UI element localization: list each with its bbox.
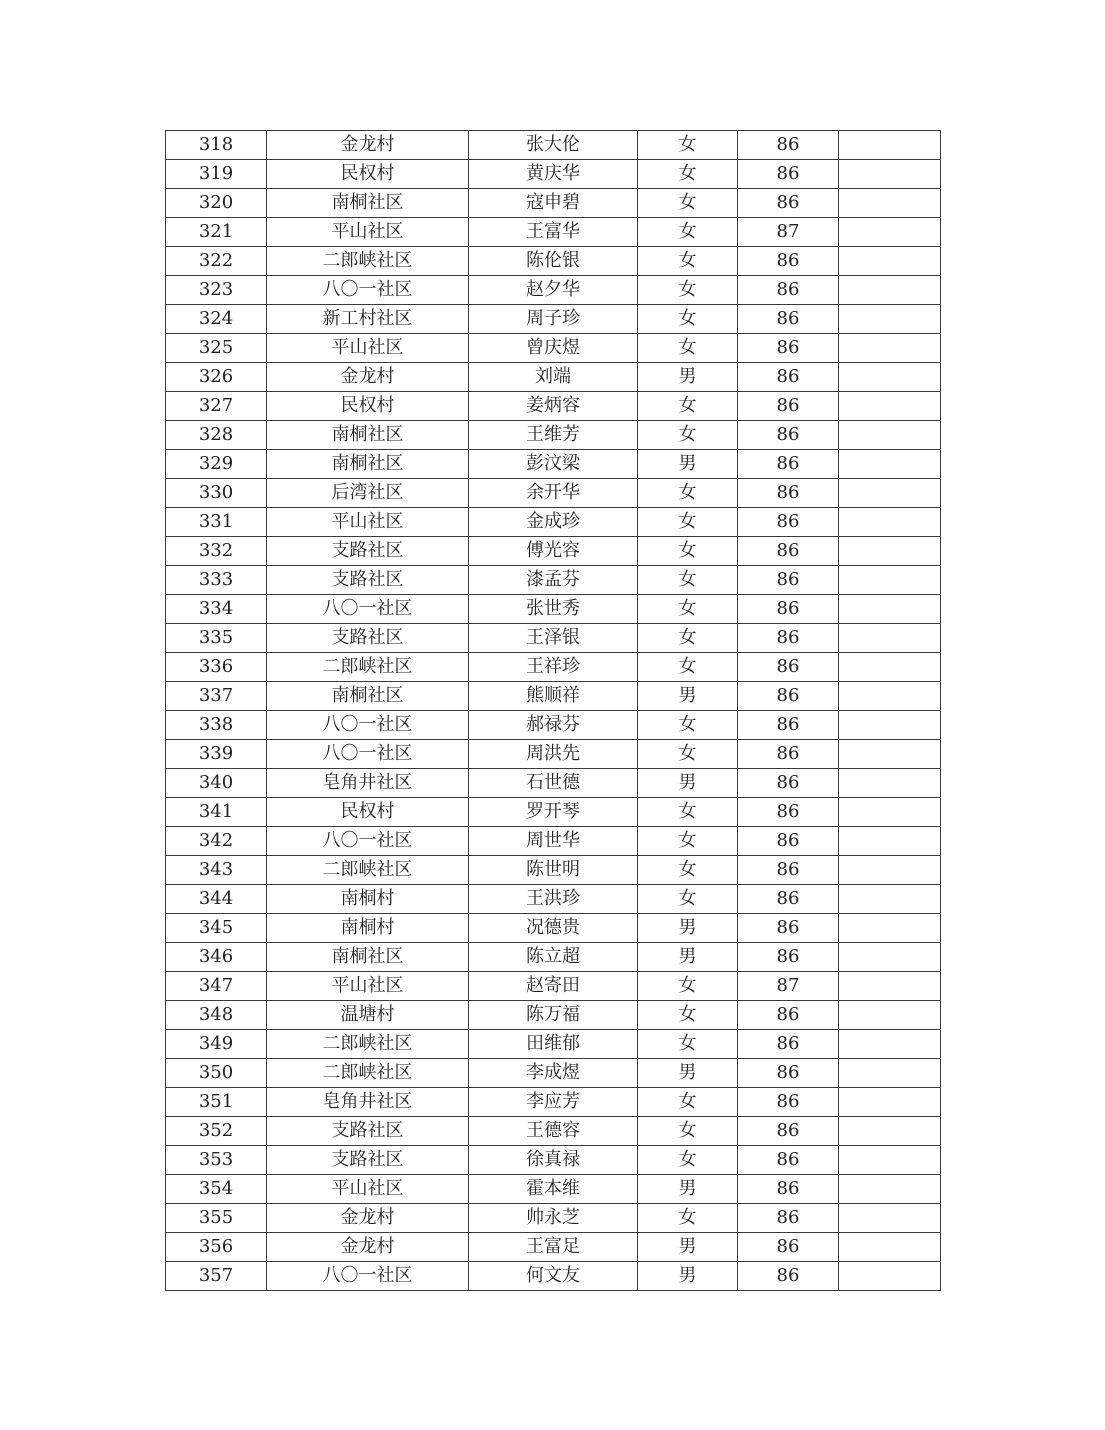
note-cell (839, 1001, 941, 1030)
gender-cell: 女 (638, 566, 738, 595)
row-number-cell: 324 (166, 305, 267, 334)
note-cell (839, 827, 941, 856)
gender-cell: 男 (638, 1233, 738, 1262)
note-cell (839, 711, 941, 740)
name-cell: 王洪珍 (469, 885, 638, 914)
table-row (166, 1030, 941, 1059)
table-row (166, 160, 941, 189)
gender-cell: 男 (638, 914, 738, 943)
gender-cell: 女 (638, 334, 738, 363)
age-cell: 86 (738, 1233, 839, 1262)
community-cell: 皂角井社区 (267, 769, 469, 798)
name-cell: 周世华 (469, 827, 638, 856)
row-number-cell: 330 (166, 479, 267, 508)
age-cell: 86 (738, 1001, 839, 1030)
row-number-cell: 333 (166, 566, 267, 595)
age-cell: 86 (738, 1146, 839, 1175)
community-cell: 平山社区 (267, 334, 469, 363)
gender-cell: 男 (638, 363, 738, 392)
age-cell: 86 (738, 769, 839, 798)
row-number-cell: 332 (166, 537, 267, 566)
age-cell: 86 (738, 247, 839, 276)
community-cell: 八〇一社区 (267, 711, 469, 740)
age-cell: 86 (738, 305, 839, 334)
table-row (166, 827, 941, 856)
age-cell: 86 (738, 189, 839, 218)
table-row (166, 276, 941, 305)
community-cell: 民权村 (267, 160, 469, 189)
row-number-cell: 341 (166, 798, 267, 827)
note-cell (839, 392, 941, 421)
gender-cell: 女 (638, 711, 738, 740)
row-number-cell: 331 (166, 508, 267, 537)
table-row (166, 1175, 941, 1204)
gender-cell: 男 (638, 450, 738, 479)
age-cell: 86 (738, 479, 839, 508)
community-cell: 支路社区 (267, 624, 469, 653)
gender-cell: 女 (638, 421, 738, 450)
gender-cell: 女 (638, 624, 738, 653)
row-number-cell: 352 (166, 1117, 267, 1146)
community-cell: 后湾社区 (267, 479, 469, 508)
table-row (166, 972, 941, 1001)
table-row (166, 131, 941, 160)
community-cell: 南桐社区 (267, 450, 469, 479)
note-cell (839, 798, 941, 827)
gender-cell: 女 (638, 1001, 738, 1030)
community-cell: 金龙村 (267, 131, 469, 160)
gender-cell: 女 (638, 305, 738, 334)
table-row (166, 914, 941, 943)
age-cell: 86 (738, 421, 839, 450)
table-row (166, 1117, 941, 1146)
name-cell: 陈世明 (469, 856, 638, 885)
community-cell: 南桐村 (267, 914, 469, 943)
name-cell: 张世秀 (469, 595, 638, 624)
table-row (166, 189, 941, 218)
community-cell: 南桐社区 (267, 682, 469, 711)
note-cell (839, 1262, 941, 1291)
name-cell: 王富足 (469, 1233, 638, 1262)
row-number-cell: 345 (166, 914, 267, 943)
name-cell: 赵夕华 (469, 276, 638, 305)
gender-cell: 男 (638, 769, 738, 798)
name-cell: 周洪先 (469, 740, 638, 769)
gender-cell: 男 (638, 1175, 738, 1204)
row-number-cell: 350 (166, 1059, 267, 1088)
gender-cell: 女 (638, 131, 738, 160)
community-cell: 八〇一社区 (267, 740, 469, 769)
note-cell (839, 1117, 941, 1146)
note-cell (839, 1204, 941, 1233)
gender-cell: 男 (638, 943, 738, 972)
age-cell: 86 (738, 1204, 839, 1233)
row-number-cell: 356 (166, 1233, 267, 1262)
note-cell (839, 1030, 941, 1059)
community-cell: 民权村 (267, 392, 469, 421)
row-number-cell: 344 (166, 885, 267, 914)
name-cell: 余开华 (469, 479, 638, 508)
gender-cell: 女 (638, 885, 738, 914)
community-cell: 支路社区 (267, 1117, 469, 1146)
gender-cell: 女 (638, 653, 738, 682)
name-cell: 赵寄田 (469, 972, 638, 1001)
age-cell: 86 (738, 537, 839, 566)
community-cell: 二郎峡社区 (267, 1059, 469, 1088)
gender-cell: 女 (638, 508, 738, 537)
name-cell: 王德容 (469, 1117, 638, 1146)
age-cell: 86 (738, 943, 839, 972)
name-cell: 彭汶梁 (469, 450, 638, 479)
row-number-cell: 349 (166, 1030, 267, 1059)
row-number-cell: 357 (166, 1262, 267, 1291)
gender-cell: 男 (638, 682, 738, 711)
note-cell (839, 856, 941, 885)
age-cell: 87 (738, 218, 839, 247)
gender-cell: 女 (638, 479, 738, 508)
row-number-cell: 320 (166, 189, 267, 218)
name-cell: 帅永芝 (469, 1204, 638, 1233)
gender-cell: 女 (638, 189, 738, 218)
name-cell: 周子珍 (469, 305, 638, 334)
table-row (166, 1146, 941, 1175)
table-row (166, 711, 941, 740)
name-cell: 陈万福 (469, 1001, 638, 1030)
table-row (166, 1233, 941, 1262)
row-number-cell: 335 (166, 624, 267, 653)
age-cell: 86 (738, 653, 839, 682)
note-cell (839, 885, 941, 914)
note-cell (839, 363, 941, 392)
gender-cell: 女 (638, 247, 738, 276)
note-cell (839, 131, 941, 160)
note-cell (839, 943, 941, 972)
community-cell: 南桐社区 (267, 421, 469, 450)
roster-table-body (166, 131, 941, 1291)
community-cell: 八〇一社区 (267, 276, 469, 305)
row-number-cell: 346 (166, 943, 267, 972)
table-row (166, 1059, 941, 1088)
name-cell: 王祥珍 (469, 653, 638, 682)
age-cell: 86 (738, 914, 839, 943)
row-number-cell: 351 (166, 1088, 267, 1117)
table-row (166, 421, 941, 450)
row-number-cell: 347 (166, 972, 267, 1001)
note-cell (839, 537, 941, 566)
name-cell: 田维郁 (469, 1030, 638, 1059)
age-cell: 86 (738, 363, 839, 392)
note-cell (839, 247, 941, 276)
note-cell (839, 334, 941, 363)
row-number-cell: 338 (166, 711, 267, 740)
row-number-cell: 354 (166, 1175, 267, 1204)
community-cell: 八〇一社区 (267, 1262, 469, 1291)
age-cell: 86 (738, 392, 839, 421)
row-number-cell: 340 (166, 769, 267, 798)
age-cell: 86 (738, 566, 839, 595)
table-row (166, 769, 941, 798)
row-number-cell: 334 (166, 595, 267, 624)
name-cell: 熊顺祥 (469, 682, 638, 711)
gender-cell: 男 (638, 1262, 738, 1291)
note-cell (839, 914, 941, 943)
name-cell: 漆孟芬 (469, 566, 638, 595)
name-cell: 霍本维 (469, 1175, 638, 1204)
age-cell: 86 (738, 682, 839, 711)
note-cell (839, 624, 941, 653)
gender-cell: 女 (638, 276, 738, 305)
age-cell: 86 (738, 1030, 839, 1059)
note-cell (839, 305, 941, 334)
note-cell (839, 421, 941, 450)
age-cell: 86 (738, 711, 839, 740)
table-row (166, 450, 941, 479)
gender-cell: 女 (638, 218, 738, 247)
age-cell: 86 (738, 1175, 839, 1204)
note-cell (839, 450, 941, 479)
community-cell: 金龙村 (267, 363, 469, 392)
table-row (166, 363, 941, 392)
note-cell (839, 1233, 941, 1262)
note-cell (839, 972, 941, 1001)
community-cell: 平山社区 (267, 218, 469, 247)
table-row (166, 508, 941, 537)
gender-cell: 女 (638, 1146, 738, 1175)
community-cell: 二郎峡社区 (267, 653, 469, 682)
age-cell: 86 (738, 131, 839, 160)
note-cell (839, 1146, 941, 1175)
name-cell: 罗开琴 (469, 798, 638, 827)
community-cell: 南桐村 (267, 885, 469, 914)
gender-cell: 女 (638, 595, 738, 624)
row-number-cell: 329 (166, 450, 267, 479)
age-cell: 86 (738, 1262, 839, 1291)
community-cell: 金龙村 (267, 1233, 469, 1262)
row-number-cell: 318 (166, 131, 267, 160)
table-row (166, 392, 941, 421)
community-cell: 温塘村 (267, 1001, 469, 1030)
note-cell (839, 218, 941, 247)
gender-cell: 男 (638, 1059, 738, 1088)
community-cell: 金龙村 (267, 1204, 469, 1233)
row-number-cell: 323 (166, 276, 267, 305)
table-row (166, 885, 941, 914)
name-cell: 曾庆煜 (469, 334, 638, 363)
age-cell: 86 (738, 508, 839, 537)
note-cell (839, 276, 941, 305)
name-cell: 王泽银 (469, 624, 638, 653)
table-row (166, 1262, 941, 1291)
table-row (166, 653, 941, 682)
note-cell (839, 160, 941, 189)
note-cell (839, 595, 941, 624)
row-number-cell: 336 (166, 653, 267, 682)
row-number-cell: 343 (166, 856, 267, 885)
age-cell: 86 (738, 827, 839, 856)
row-number-cell: 353 (166, 1146, 267, 1175)
community-cell: 南桐社区 (267, 189, 469, 218)
row-number-cell: 355 (166, 1204, 267, 1233)
name-cell: 李成煜 (469, 1059, 638, 1088)
name-cell: 张大伦 (469, 131, 638, 160)
note-cell (839, 479, 941, 508)
table-row (166, 334, 941, 363)
table-row (166, 595, 941, 624)
age-cell: 86 (738, 450, 839, 479)
name-cell: 刘端 (469, 363, 638, 392)
community-cell: 平山社区 (267, 972, 469, 1001)
name-cell: 黄庆华 (469, 160, 638, 189)
community-cell: 二郎峡社区 (267, 1030, 469, 1059)
table-row (166, 305, 941, 334)
table-row (166, 682, 941, 711)
table-row (166, 798, 941, 827)
age-cell: 86 (738, 1059, 839, 1088)
gender-cell: 女 (638, 827, 738, 856)
gender-cell: 女 (638, 1117, 738, 1146)
community-cell: 皂角井社区 (267, 1088, 469, 1117)
community-cell: 支路社区 (267, 537, 469, 566)
name-cell: 陈立超 (469, 943, 638, 972)
table-row (166, 218, 941, 247)
note-cell (839, 1059, 941, 1088)
note-cell (839, 740, 941, 769)
age-cell: 86 (738, 595, 839, 624)
gender-cell: 女 (638, 740, 738, 769)
gender-cell: 女 (638, 1030, 738, 1059)
name-cell: 李应芳 (469, 1088, 638, 1117)
gender-cell: 女 (638, 1204, 738, 1233)
row-number-cell: 337 (166, 682, 267, 711)
gender-cell: 女 (638, 1088, 738, 1117)
age-cell: 86 (738, 334, 839, 363)
row-number-cell: 328 (166, 421, 267, 450)
roster-table (165, 130, 941, 1291)
age-cell: 86 (738, 276, 839, 305)
note-cell (839, 566, 941, 595)
community-cell: 二郎峡社区 (267, 856, 469, 885)
age-cell: 86 (738, 160, 839, 189)
gender-cell: 女 (638, 798, 738, 827)
name-cell: 徐真禄 (469, 1146, 638, 1175)
community-cell: 南桐社区 (267, 943, 469, 972)
name-cell: 何文友 (469, 1262, 638, 1291)
name-cell: 傅光容 (469, 537, 638, 566)
row-number-cell: 319 (166, 160, 267, 189)
table-row (166, 740, 941, 769)
note-cell (839, 769, 941, 798)
table-row (166, 1088, 941, 1117)
age-cell: 87 (738, 972, 839, 1001)
note-cell (839, 1088, 941, 1117)
age-cell: 86 (738, 798, 839, 827)
gender-cell: 女 (638, 160, 738, 189)
age-cell: 86 (738, 1088, 839, 1117)
name-cell: 王富华 (469, 218, 638, 247)
table-row (166, 943, 941, 972)
note-cell (839, 653, 941, 682)
table-row (166, 1001, 941, 1030)
community-cell: 新工村社区 (267, 305, 469, 334)
table-row (166, 479, 941, 508)
age-cell: 86 (738, 856, 839, 885)
gender-cell: 女 (638, 392, 738, 421)
note-cell (839, 682, 941, 711)
community-cell: 支路社区 (267, 1146, 469, 1175)
name-cell: 陈伦银 (469, 247, 638, 276)
row-number-cell: 327 (166, 392, 267, 421)
row-number-cell: 322 (166, 247, 267, 276)
community-cell: 平山社区 (267, 508, 469, 537)
name-cell: 寇申碧 (469, 189, 638, 218)
gender-cell: 女 (638, 537, 738, 566)
name-cell: 郝禄芬 (469, 711, 638, 740)
community-cell: 平山社区 (267, 1175, 469, 1204)
row-number-cell: 339 (166, 740, 267, 769)
age-cell: 86 (738, 1117, 839, 1146)
name-cell: 金成珍 (469, 508, 638, 537)
community-cell: 八〇一社区 (267, 595, 469, 624)
name-cell: 况德贵 (469, 914, 638, 943)
community-cell: 二郎峡社区 (267, 247, 469, 276)
row-number-cell: 326 (166, 363, 267, 392)
table-row (166, 624, 941, 653)
note-cell (839, 1175, 941, 1204)
row-number-cell: 321 (166, 218, 267, 247)
row-number-cell: 325 (166, 334, 267, 363)
age-cell: 86 (738, 740, 839, 769)
name-cell: 姜炳容 (469, 392, 638, 421)
age-cell: 86 (738, 885, 839, 914)
table-row (166, 566, 941, 595)
age-cell: 86 (738, 624, 839, 653)
table-row (166, 856, 941, 885)
community-cell: 支路社区 (267, 566, 469, 595)
table-row (166, 537, 941, 566)
gender-cell: 女 (638, 856, 738, 885)
name-cell: 王维芳 (469, 421, 638, 450)
row-number-cell: 348 (166, 1001, 267, 1030)
note-cell (839, 189, 941, 218)
name-cell: 石世德 (469, 769, 638, 798)
gender-cell: 女 (638, 972, 738, 1001)
community-cell: 八〇一社区 (267, 827, 469, 856)
table-row (166, 247, 941, 276)
row-number-cell: 342 (166, 827, 267, 856)
note-cell (839, 508, 941, 537)
community-cell: 民权村 (267, 798, 469, 827)
table-row (166, 1204, 941, 1233)
